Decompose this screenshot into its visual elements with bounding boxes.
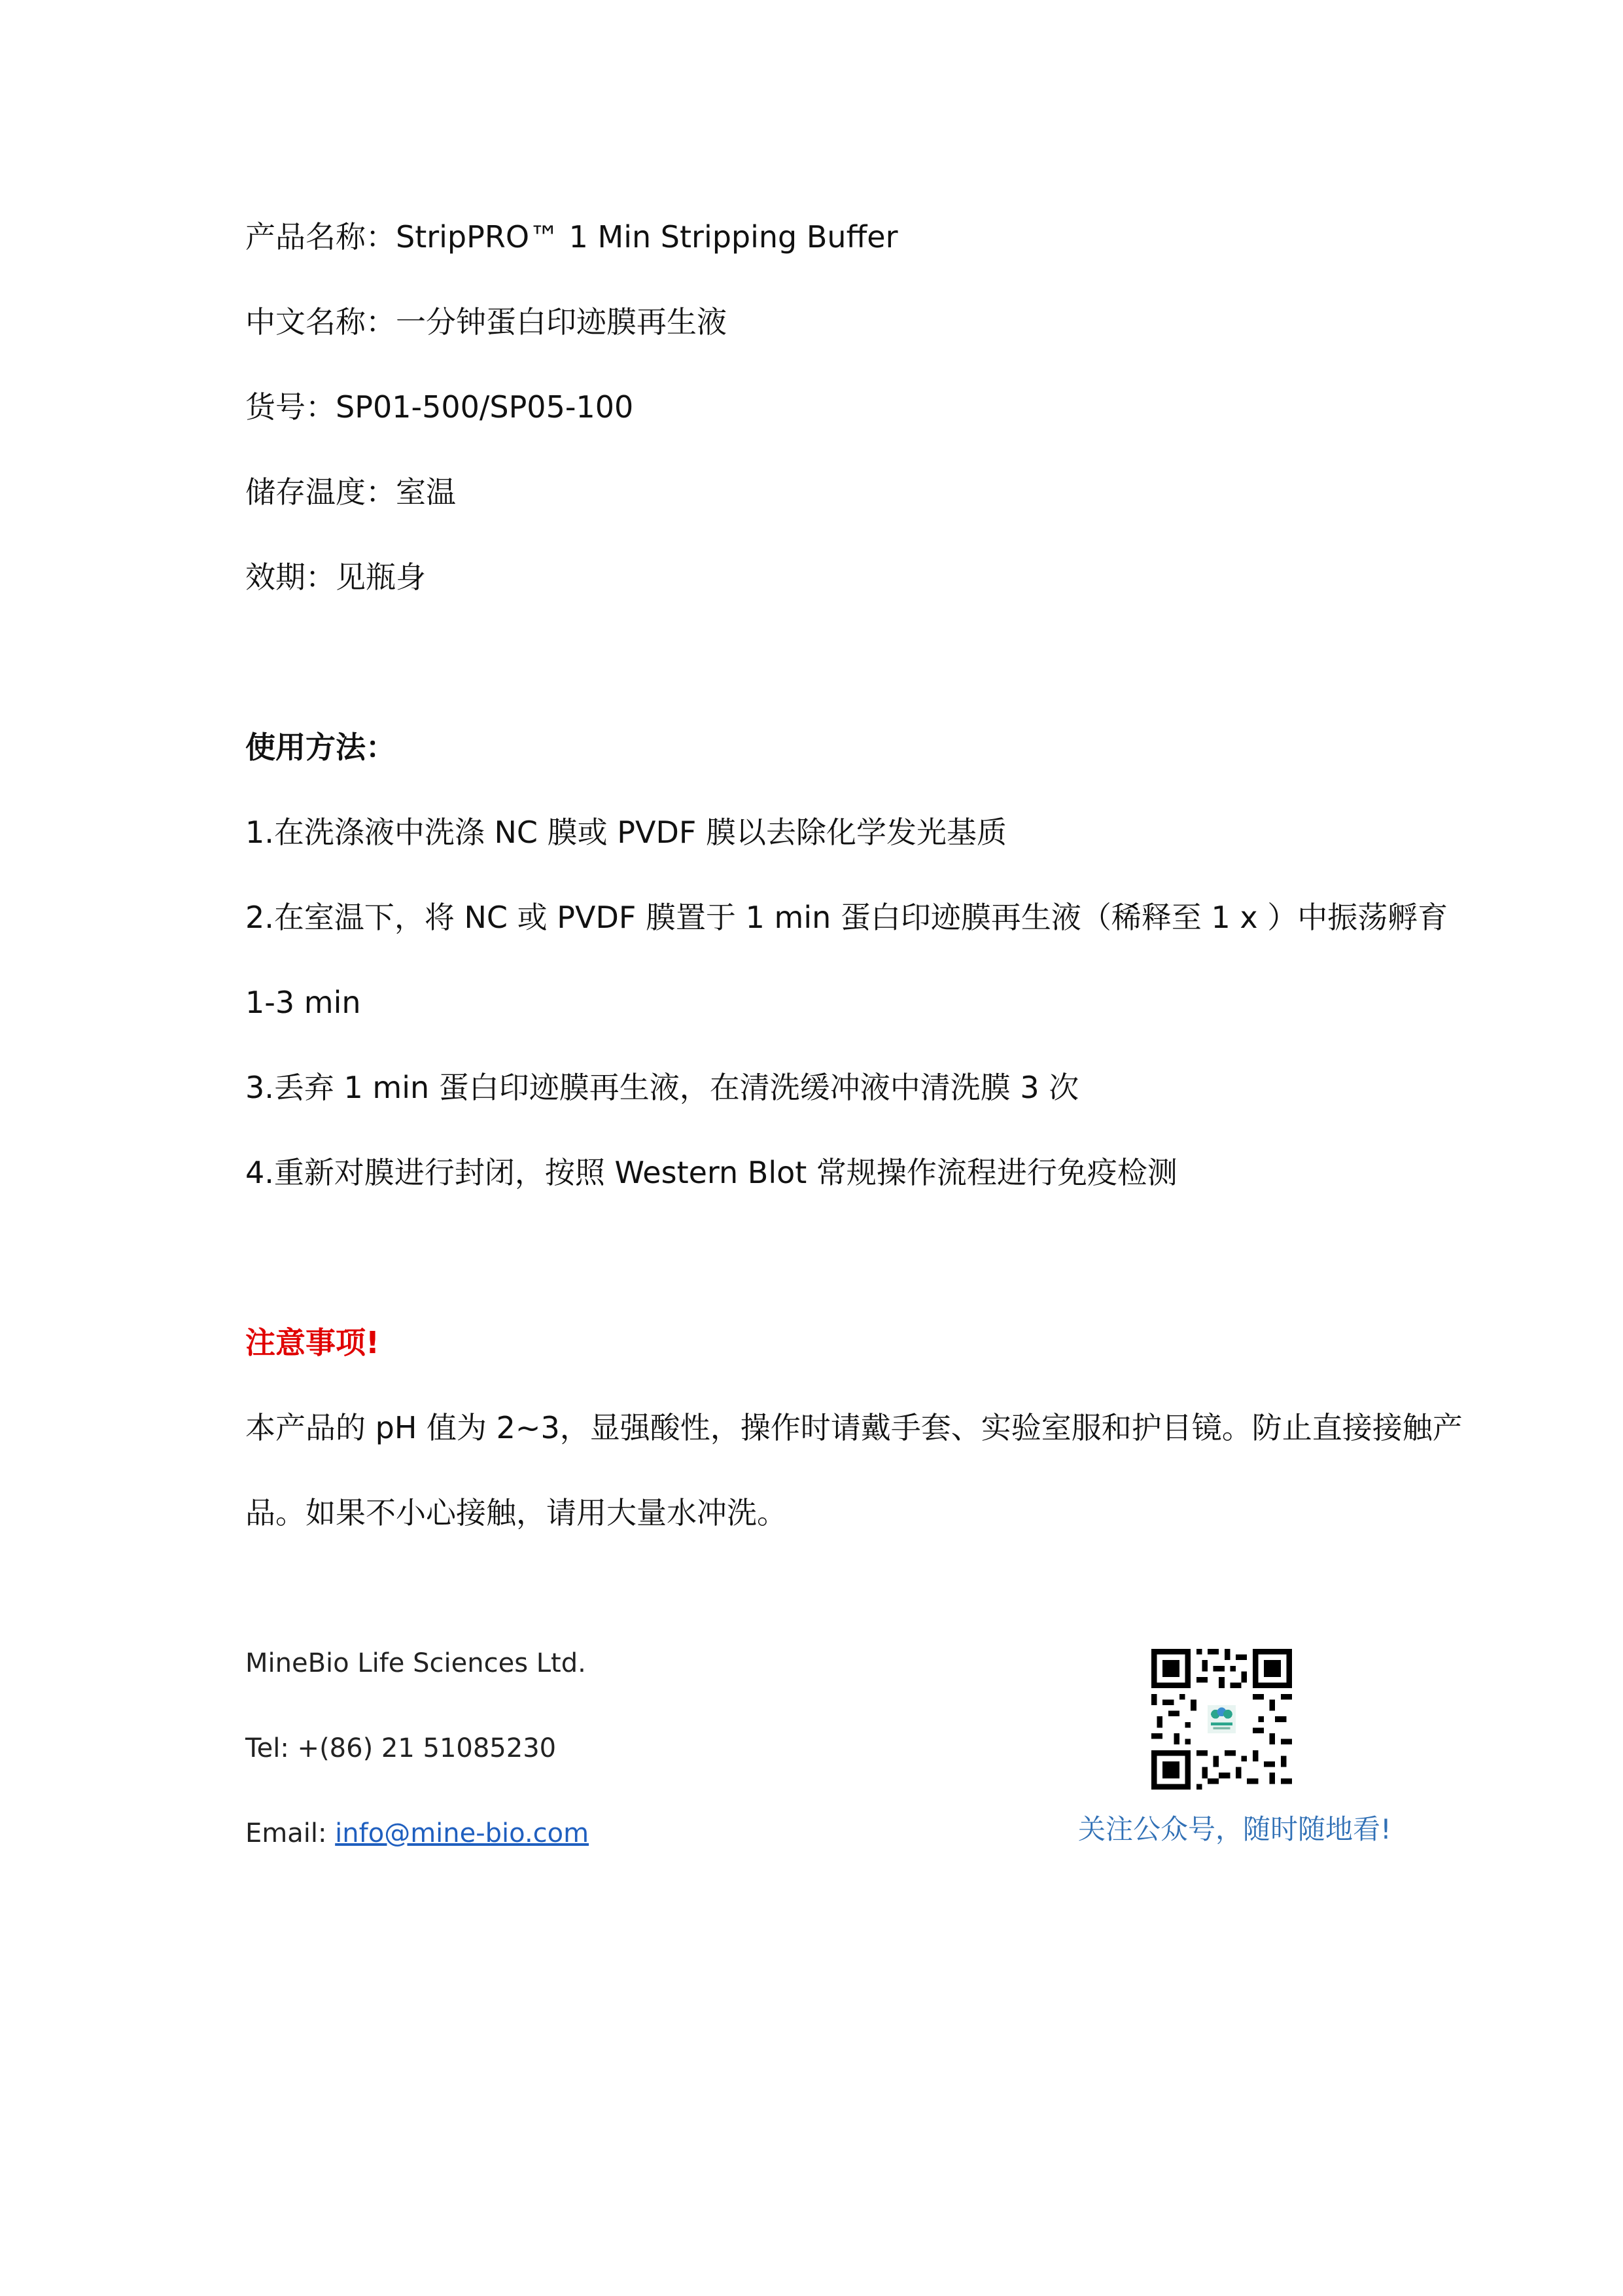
usage-step-2-line-2: 1-3 min <box>245 985 361 1020</box>
email-line <box>245 1815 589 1852</box>
email-link[interactable]: info@mine-bio.com <box>335 1818 589 1848</box>
email-label: Email: <box>245 1818 336 1848</box>
product-name-line: 产品名称：StripPRO™ 1 Min Stripping Buffer <box>245 219 898 255</box>
chinese-name-line: 中文名称：一分钟蛋白印迹膜再生液 <box>245 304 727 340</box>
usage-step-1: 1.在洗涤液中洗涤 NC 膜或 PVDF 膜以去除化学发光基质 <box>245 815 1007 850</box>
caution-heading: 注意事项! <box>245 1325 379 1360</box>
caution-line-1: 本产品的 pH 值为 2~3，显强酸性，操作时请戴手套、实验室服和护目镜。防止直接接触产 <box>245 1410 1463 1445</box>
usage-step-2-line-1: 2.在室温下，将 NC 或 PVDF 膜置于 1 min 蛋白印迹膜再生液（稀释至 1 x ）中振荡孵育 <box>245 900 1448 935</box>
expiry-line: 效期：见瓶身 <box>245 559 426 595</box>
company-name: MineBio Life Sciences Ltd. <box>245 1648 586 1678</box>
storage-temperature-line: 储存温度：室温 <box>245 474 456 510</box>
usage-step-3: 3.丢弃 1 min 蛋白印迹膜再生液，在清洗缓冲液中清洗膜 3 次 <box>245 1070 1079 1105</box>
catalog-number-line: 货号：SP01-500/SP05-100 <box>245 389 634 425</box>
usage-step-4: 4.重新对膜进行封闭，按照 Western Blot 常规操作流程进行免疫检测 <box>245 1155 1178 1190</box>
qr-code-image <box>1151 1649 1292 1790</box>
caution-line-2: 品。如果不小心接触，请用大量水冲洗。 <box>245 1495 787 1530</box>
usage-heading: 使用方法： <box>245 730 396 765</box>
telephone: Tel: +(86) 21 51085230 <box>245 1733 557 1763</box>
qr-caption: 关注公众号，随时随地看! <box>1078 1813 1391 1845</box>
